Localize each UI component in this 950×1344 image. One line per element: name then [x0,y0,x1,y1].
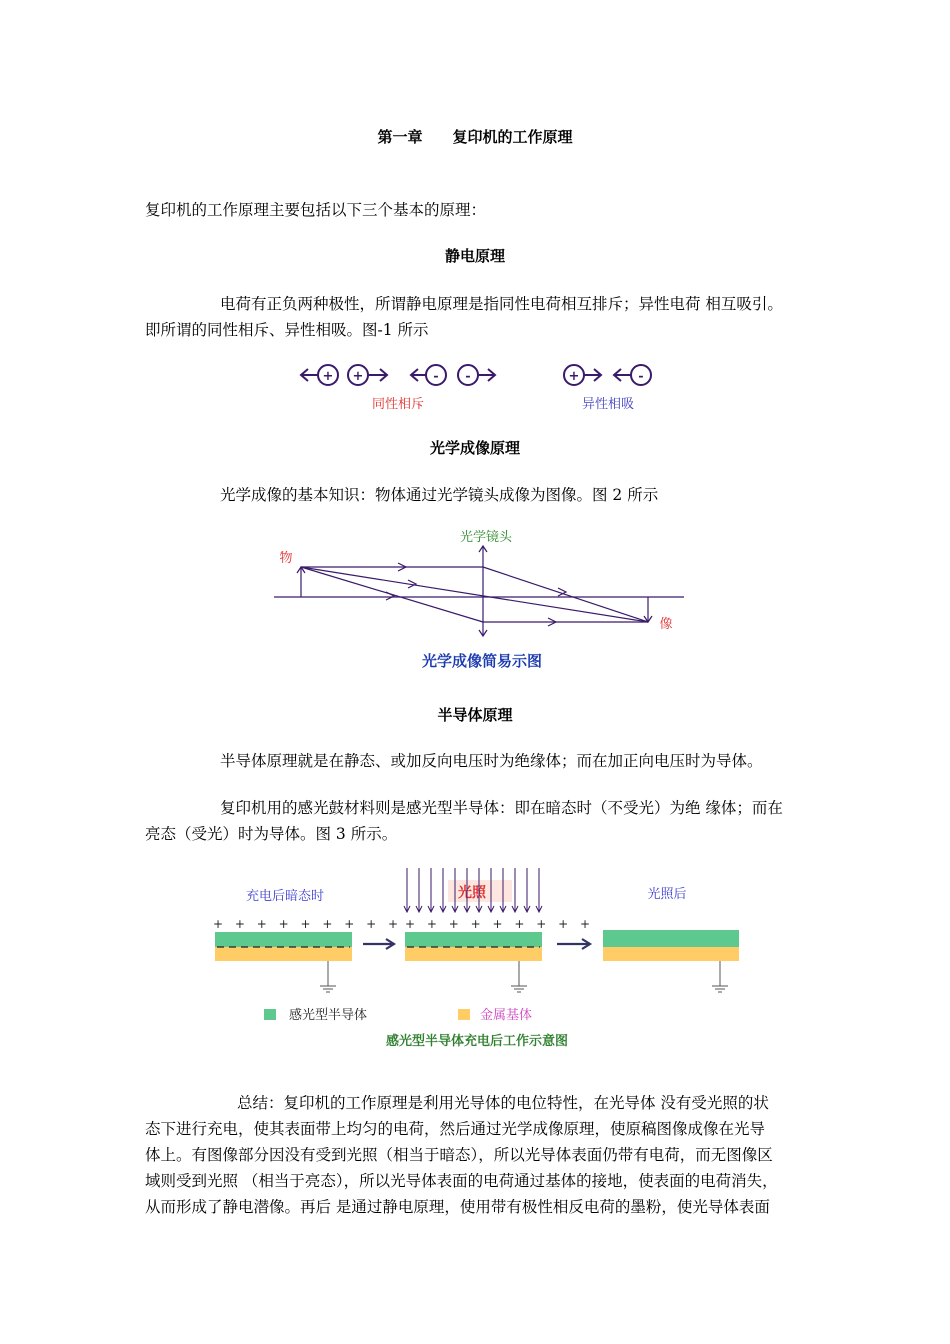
summary-line-3: 体上。有图像部分因没有受到光照（相当于暗态），所以光导体表面仍带有电荷，而无图像区 [145,1146,773,1164]
chapter-title: 第一章 复印机的工作原理 [377,128,573,146]
figure-semiconductor [205,860,750,1052]
charge-minus: - [638,369,644,384]
summary-line-4: 域则受到光照 （相当于亮态），所以光导体表面的电荷通过基体的接地，使表面的电荷消失， [145,1172,778,1190]
stage2-label: 光照 [458,885,486,901]
stage3-label: 光照后 [647,887,687,902]
lens-label: 光学镜头 [459,530,513,545]
object-label: 物 [279,551,293,566]
optical-caption: 光学成像简易示图 [421,652,543,670]
summary-line-1: 总结：复印机的工作原理是利用光导体的电位特性，在光导体 没有受光照的状 [237,1094,769,1112]
stage1-charges: + + + + + + + + + [213,917,403,931]
charge-plus: + [322,369,334,384]
summary-line-2: 态下进行充电，使其表面带上均匀的电荷，然后通过光学成像原理，使原稿图像成像在光导 [145,1120,766,1138]
label-attract: 异性相吸 [581,397,635,412]
heading-optical: 光学成像原理 [429,439,520,457]
electrostatic-para-line2: 即所谓的同性相斥、异性相吸。图-1 所示 [145,321,429,339]
stage1-label: 充电后暗态时 [245,889,325,904]
optical-para: 光学成像的基本知识：物体通过光学镜头成像为图像。图 2 所示 [220,486,659,504]
charge-plus: + [568,369,580,384]
image-label: 像 [659,617,673,632]
legend-semiconductor: 感光型半导体 [289,1008,368,1023]
semiconductor-para2-line2: 亮态（受光）时为导体。图 3 所示。 [145,825,398,843]
heading-electrostatic: 静电原理 [444,247,505,265]
heading-semiconductor: 半导体原理 [437,706,513,724]
charge-minus: - [433,369,439,384]
intro-text: 复印机的工作原理主要包括以下三个基本的原理： [145,201,487,219]
figure-optical [268,522,688,678]
semiconductor-para1: 半导体原理就是在静态、或加反向电压时为绝缘体；而在加正向电压时为导体。 [220,752,763,770]
charge-minus: - [465,369,471,384]
charge-plus: + [352,369,364,384]
label-repel: 同性相斥 [371,397,425,412]
semiconductor-para2-line1: 复印机用的感光鼓材料则是感光型半导体：即在暗态时（不受光）为绝 缘体；而在 [220,799,783,817]
figure-charges [290,355,670,419]
electrostatic-para-line1: 电荷有正负两种极性，所谓静电原理是指同性电荷相互排斥；异性电荷 相互吸引。 [220,295,783,313]
stage2-charges: + + + + + + + + + [405,917,595,931]
legend-metal: 金属基体 [480,1008,533,1023]
semiconductor-caption: 感光型半导体充电后工作示意图 [385,1034,569,1049]
summary-line-5: 从而形成了静电潜像。再后 是通过静电原理，使用带有极性相反电荷的墨粉，使光导体表面 [145,1198,770,1216]
